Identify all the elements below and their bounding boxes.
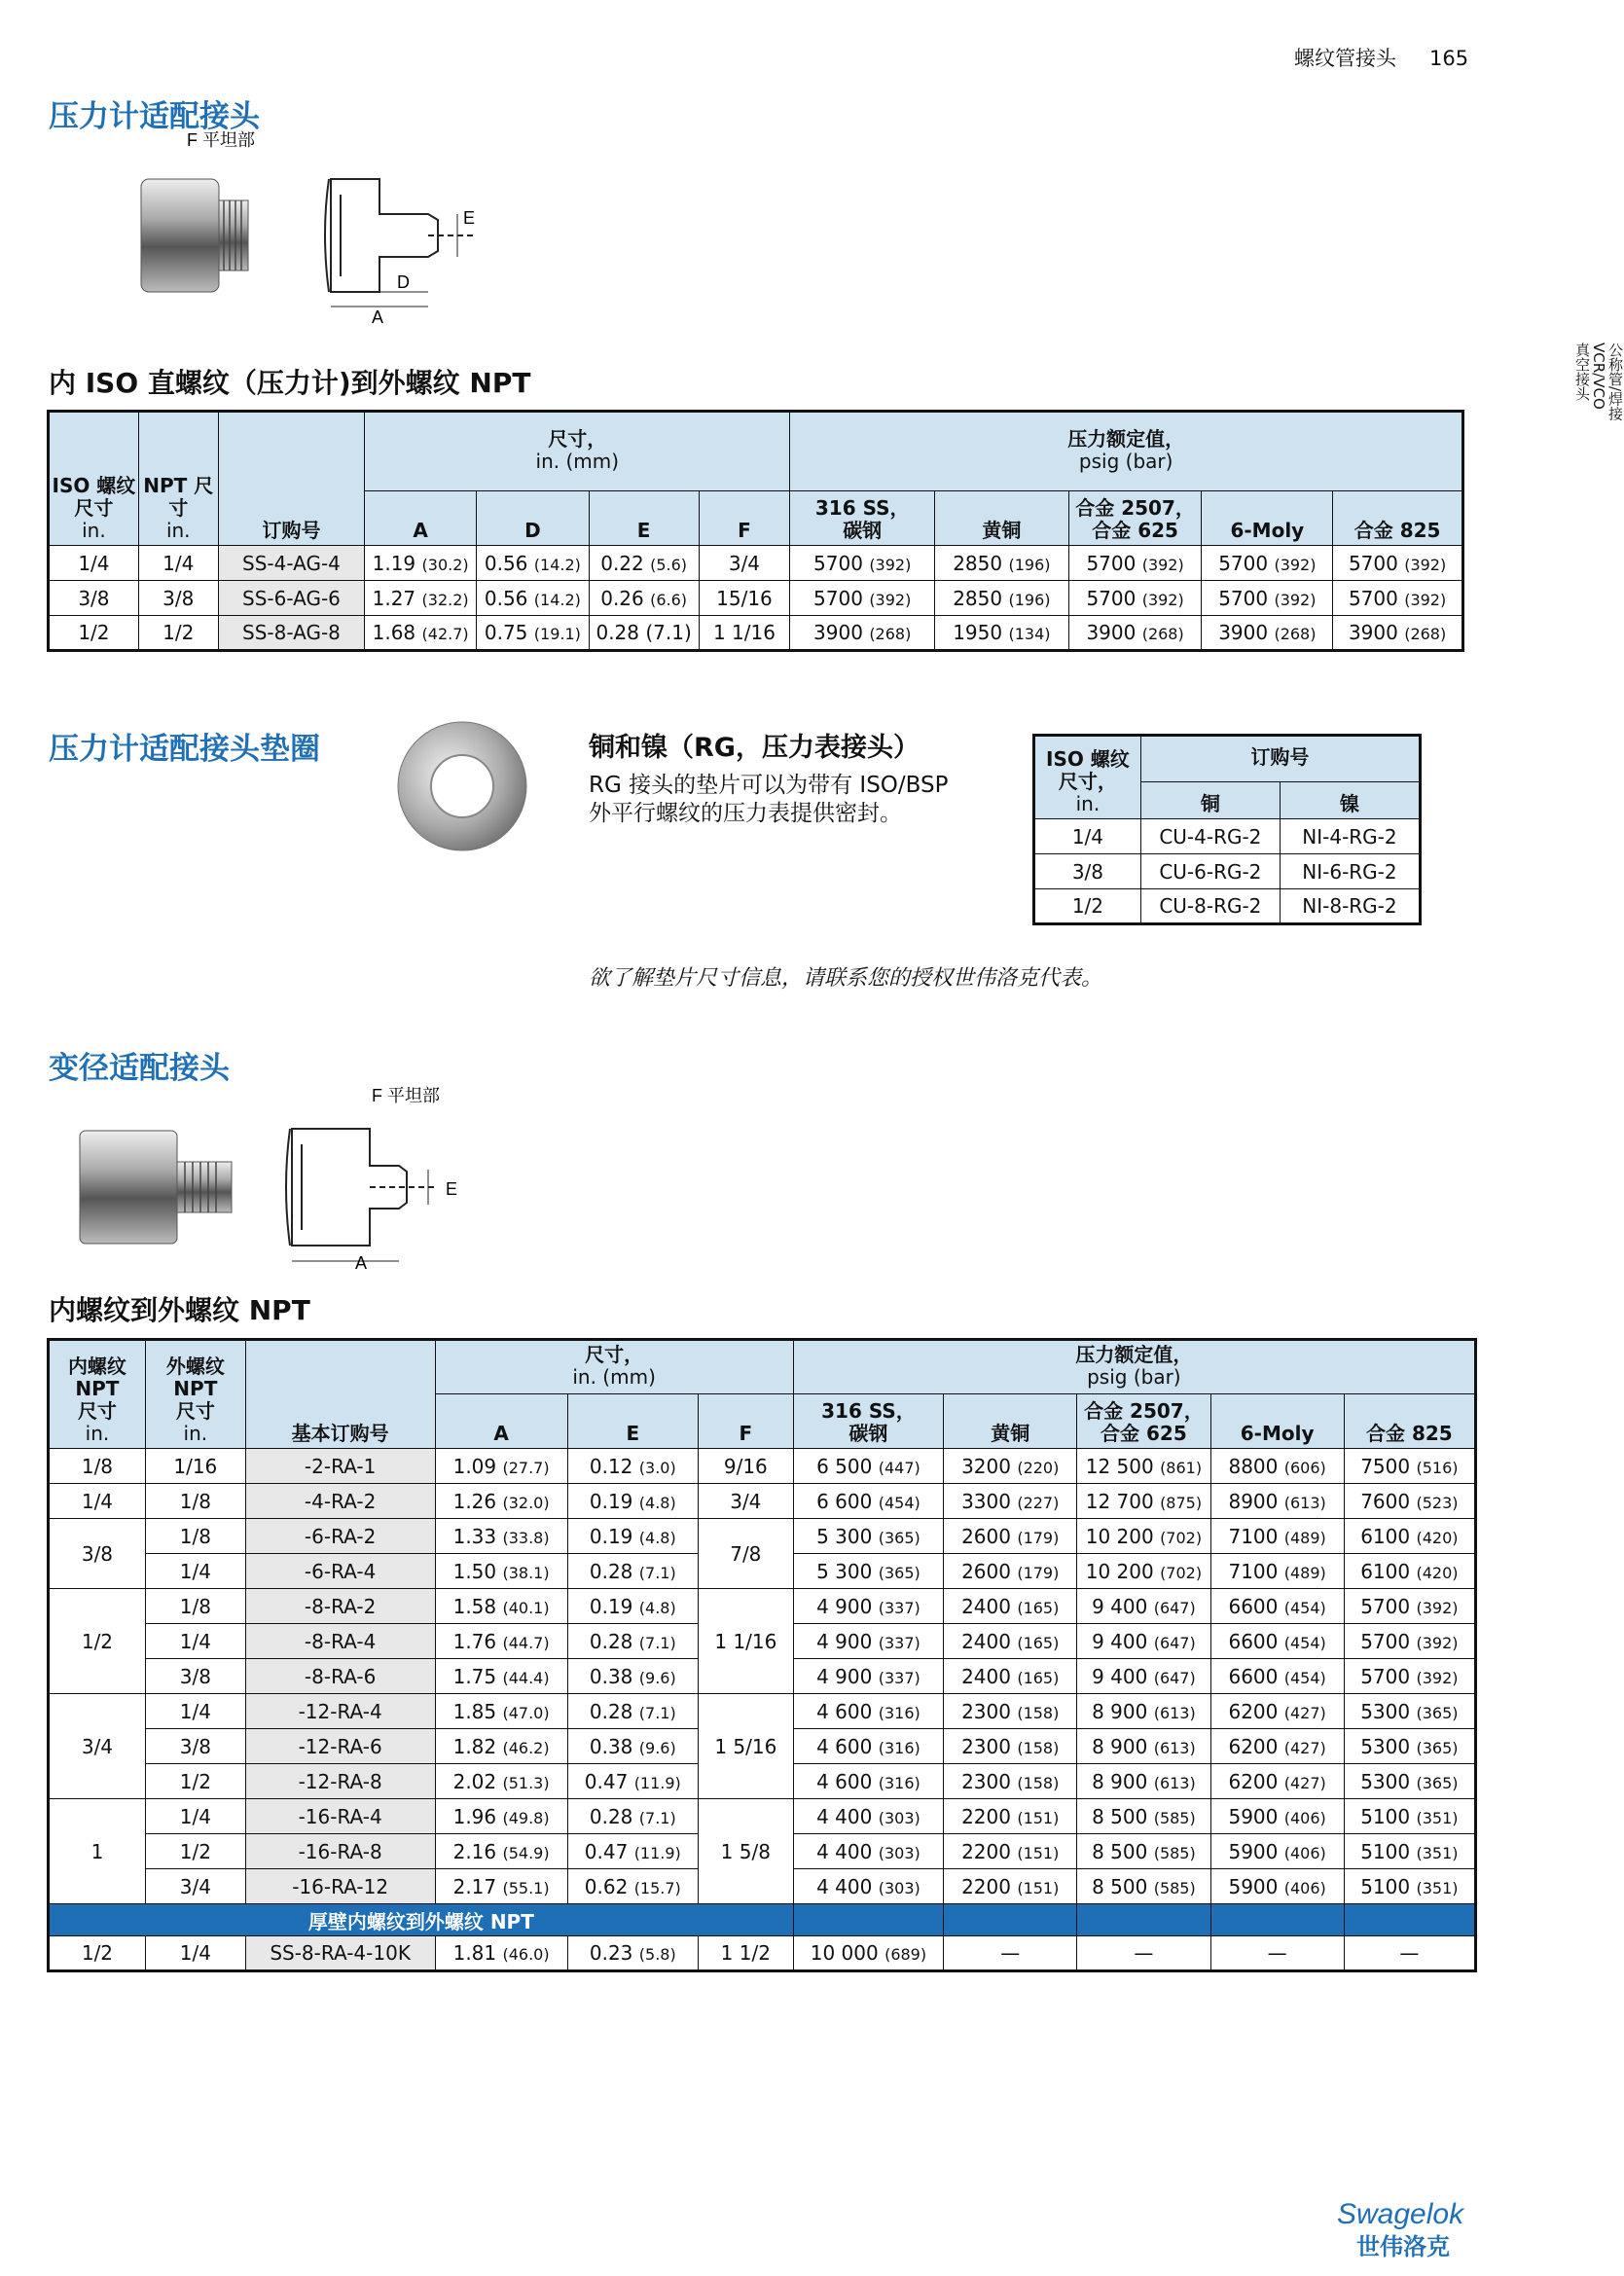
band-label: 厚壁内螺纹到外螺纹 NPT xyxy=(49,1904,794,1936)
section-title-reducing-adapter: 变径适配接头 xyxy=(49,1051,230,1086)
cell: 1/4 xyxy=(145,1624,245,1659)
cell: 3/8 xyxy=(1034,854,1141,889)
cell: 3900 (268) xyxy=(1202,616,1333,651)
gasket-table xyxy=(1032,734,1422,925)
header-col-e: E xyxy=(589,491,699,546)
cell: 3200 (220) xyxy=(944,1449,1077,1484)
cell: 4 900 (337) xyxy=(793,1624,943,1659)
table3-title: 内螺纹到外螺纹 NPT xyxy=(49,1294,310,1326)
header-copper: 铜 xyxy=(1140,782,1280,819)
header-316ss: 316 SS， 碳钢 xyxy=(790,491,935,546)
cell: 2400 (165) xyxy=(944,1624,1077,1659)
cell: 1/4 xyxy=(145,1554,245,1589)
cell: 3/4 xyxy=(145,1869,245,1904)
cell: SS-6-AG-6 xyxy=(218,581,365,616)
header-order-number: 订购号 xyxy=(218,412,365,546)
cell: 1.96 (49.8) xyxy=(435,1799,567,1834)
label-e: E xyxy=(446,1179,458,1199)
cell: 5300 (365) xyxy=(1344,1764,1475,1799)
header-6moly: 6-Moly xyxy=(1210,1394,1344,1449)
cell: 4 900 (337) xyxy=(793,1589,943,1624)
cell: 1/4 xyxy=(145,1936,245,1971)
gasket-illustration xyxy=(394,718,530,854)
reducing-adapter-illustration xyxy=(78,1088,487,1273)
cell: 12 500 (861) xyxy=(1077,1449,1210,1484)
cell: 6600 (454) xyxy=(1210,1624,1344,1659)
cell: 8800 (606) xyxy=(1210,1449,1344,1484)
header-male-npt: 外螺纹 NPT 尺寸 in. xyxy=(145,1340,245,1449)
cell: SS-8-AG-8 xyxy=(218,616,365,651)
header-title: 螺纹管接头 xyxy=(1294,47,1396,70)
cell: 1.85 (47.0) xyxy=(435,1694,567,1729)
fitting-photo xyxy=(141,179,248,292)
label-e: E xyxy=(463,208,476,228)
cell: — xyxy=(944,1936,1077,1971)
cell: 5100 (351) xyxy=(1344,1834,1475,1869)
cell: 3/4 xyxy=(698,1484,793,1519)
cell: 2600 (179) xyxy=(944,1519,1077,1554)
header-alloy-825: 合金 825 xyxy=(1344,1394,1475,1449)
table-row xyxy=(49,581,1463,616)
cell: 9 400 (647) xyxy=(1077,1624,1210,1659)
cell: 5700 (392) xyxy=(790,546,935,581)
cell: 1/4 xyxy=(49,1484,146,1519)
cell: 6 500 (447) xyxy=(793,1449,943,1484)
cell: 7100 (489) xyxy=(1210,1554,1344,1589)
cell: 1/2 xyxy=(49,616,139,651)
cell: -12-RA-6 xyxy=(245,1729,435,1764)
cell: 5700 (392) xyxy=(790,581,935,616)
cell: 5300 (365) xyxy=(1344,1694,1475,1729)
cell: 4 400 (303) xyxy=(793,1834,943,1869)
header-brass: 黄铜 xyxy=(935,491,1069,546)
cell: NI-8-RG-2 xyxy=(1280,889,1420,924)
cell: 1.58 (40.1) xyxy=(435,1589,567,1624)
cell: 3/8 xyxy=(138,581,218,616)
cell: 1.27 (32.2) xyxy=(365,581,477,616)
fitting-photo xyxy=(80,1131,232,1244)
cell: 1/2 xyxy=(145,1834,245,1869)
cell: 0.38 (9.6) xyxy=(567,1659,698,1694)
cell: 6200 (427) xyxy=(1210,1729,1344,1764)
cell: 0.28 (7.1) xyxy=(567,1799,698,1834)
cell: 3/8 xyxy=(49,1519,146,1589)
cell: 4 400 (303) xyxy=(793,1799,943,1834)
label-a: A xyxy=(372,307,384,327)
cell: -16-RA-12 xyxy=(245,1869,435,1904)
cell: 6600 (454) xyxy=(1210,1589,1344,1624)
cell: 2300 (158) xyxy=(944,1694,1077,1729)
cell: 10 200 (702) xyxy=(1077,1554,1210,1589)
cell: 3/8 xyxy=(145,1659,245,1694)
header-brass: 黄铜 xyxy=(944,1394,1077,1449)
header-dimensions: 尺寸， in. (mm) xyxy=(365,412,790,491)
section-drawing xyxy=(286,1129,438,1261)
cell: 5700 (392) xyxy=(1202,546,1333,581)
cell: 0.26 (6.6) xyxy=(589,581,699,616)
cell: -12-RA-8 xyxy=(245,1764,435,1799)
header-alloy-825: 合金 825 xyxy=(1333,491,1463,546)
cell: CU-6-RG-2 xyxy=(1140,854,1280,889)
cell: 3900 (268) xyxy=(790,616,935,651)
cell: 6 600 (454) xyxy=(793,1484,943,1519)
cell: 2200 (151) xyxy=(944,1869,1077,1904)
page-header xyxy=(1294,43,1468,72)
header-col-e: E xyxy=(567,1394,698,1449)
cell: 4 900 (337) xyxy=(793,1659,943,1694)
cell: -16-RA-8 xyxy=(245,1834,435,1869)
cell: 5100 (351) xyxy=(1344,1869,1475,1904)
cell: 0.28 (7.1) xyxy=(567,1624,698,1659)
cell: 0.28 (7.1) xyxy=(567,1554,698,1589)
cell: 7100 (489) xyxy=(1210,1519,1344,1554)
cell: 6200 (427) xyxy=(1210,1694,1344,1729)
cell: 8 900 (613) xyxy=(1077,1694,1210,1729)
cell: 1/4 xyxy=(1034,819,1141,854)
swagelok-logo xyxy=(1335,2194,1481,2262)
cell: 2.16 (54.9) xyxy=(435,1834,567,1869)
table-row xyxy=(1034,889,1421,924)
cell: 7600 (523) xyxy=(1344,1484,1475,1519)
cell: 0.56 (14.2) xyxy=(477,546,590,581)
cell: -2-RA-1 xyxy=(245,1449,435,1484)
cell: 5700 (392) xyxy=(1333,581,1463,616)
cell: 8 900 (613) xyxy=(1077,1764,1210,1799)
cell: 1.75 (44.4) xyxy=(435,1659,567,1694)
cell: 4 400 (303) xyxy=(793,1869,943,1904)
gasket-description: RG 接头的垫片可以为带有 ISO/BSP 外平行螺纹的压力表提供密封。 xyxy=(589,773,949,826)
cell: 3900 (268) xyxy=(1333,616,1463,651)
header-316ss: 316 SS， 碳钢 xyxy=(793,1394,943,1449)
cell: 8900 (613) xyxy=(1210,1484,1344,1519)
cell: 0.62 (15.7) xyxy=(567,1869,698,1904)
cell: 1/2 xyxy=(145,1764,245,1799)
svg-text:世伟洛克: 世伟洛克 xyxy=(1356,2234,1450,2260)
header-col-f: F xyxy=(699,491,790,546)
cell: 9 400 (647) xyxy=(1077,1589,1210,1624)
cell: 0.47 (11.9) xyxy=(567,1834,698,1869)
header-6moly: 6-Moly xyxy=(1202,491,1333,546)
label-a: A xyxy=(355,1253,368,1273)
cell: 5 300 (365) xyxy=(793,1519,943,1554)
cell: 1 5/8 xyxy=(698,1799,793,1904)
header-dimensions: 尺寸， in. (mm) xyxy=(435,1340,793,1394)
cell: 6100 (420) xyxy=(1344,1554,1475,1589)
cell: -8-RA-2 xyxy=(245,1589,435,1624)
cell: 0.28 (7.1) xyxy=(567,1694,698,1729)
cell: 5700 (392) xyxy=(1202,581,1333,616)
section-title-gasket: 压力计适配接头垫圈 xyxy=(49,732,320,767)
svg-text:Swagelok: Swagelok xyxy=(1337,2198,1464,2230)
cell: 1/2 xyxy=(138,616,218,651)
header-nickel: 镍 xyxy=(1280,782,1420,819)
cell: 0.28 (7.1) xyxy=(589,616,699,651)
header-order-number: 订购号 xyxy=(1140,736,1420,782)
cell: 5900 (406) xyxy=(1210,1869,1344,1904)
cell: 1/8 xyxy=(145,1589,245,1624)
header-iso-thread-size: ISO 螺纹 尺寸， in. xyxy=(1034,736,1141,819)
cell: 15/16 xyxy=(699,581,790,616)
cell: 2850 (196) xyxy=(935,581,1069,616)
cell: 1/4 xyxy=(49,546,139,581)
label-d: D xyxy=(397,272,410,292)
cell: 2400 (165) xyxy=(944,1589,1077,1624)
cell: 7500 (516) xyxy=(1344,1449,1475,1484)
cell: CU-4-RG-2 xyxy=(1140,819,1280,854)
cell: 2850 (196) xyxy=(935,546,1069,581)
cell: 1/4 xyxy=(145,1799,245,1834)
cell: 5700 (392) xyxy=(1068,546,1202,581)
table-row xyxy=(1034,854,1421,889)
cell: 2600 (179) xyxy=(944,1554,1077,1589)
cell: 1.82 (46.2) xyxy=(435,1729,567,1764)
table-row xyxy=(49,546,1463,581)
header-pressure-rating: 压力额定值， psig (bar) xyxy=(793,1340,1475,1394)
side-tab-line: VCR/VCO xyxy=(1590,343,1607,410)
cell: 6100 (420) xyxy=(1344,1519,1475,1554)
cell: 1 1/16 xyxy=(699,616,790,651)
cell: 0.75 (19.1) xyxy=(477,616,590,651)
cell: 0.19 (4.8) xyxy=(567,1589,698,1624)
heavy-wall-band xyxy=(49,1904,1476,1936)
cell: 0.22 (5.6) xyxy=(589,546,699,581)
cell: -6-RA-2 xyxy=(245,1519,435,1554)
cell: 1/2 xyxy=(49,1936,146,1971)
cell: 0.19 (4.8) xyxy=(567,1484,698,1519)
reducing-adapter-table xyxy=(47,1338,1477,1972)
cell: 4 600 (316) xyxy=(793,1764,943,1799)
table1-title: 内 ISO 直螺纹（压力计)到外螺纹 NPT xyxy=(49,367,531,399)
cell: 1.09 (27.7) xyxy=(435,1449,567,1484)
cell: 1.81 (46.0) xyxy=(435,1936,567,1971)
page-number: 165 xyxy=(1429,47,1469,70)
cell: 9/16 xyxy=(698,1449,793,1484)
table-row xyxy=(1034,819,1421,854)
cell: 3/8 xyxy=(49,581,139,616)
cell: 2.17 (55.1) xyxy=(435,1869,567,1904)
cell: 0.19 (4.8) xyxy=(567,1519,698,1554)
header-alloy-2507: 合金 2507， 合金 625 xyxy=(1077,1394,1210,1449)
cell: 1/8 xyxy=(145,1519,245,1554)
table-row xyxy=(49,616,1463,651)
cell: 7/8 xyxy=(698,1519,793,1589)
header-iso-size: ISO 螺纹尺寸 in. xyxy=(49,412,139,546)
cell: 1.19 (30.2) xyxy=(365,546,477,581)
header-col-a: A xyxy=(365,491,477,546)
cell: -8-RA-6 xyxy=(245,1659,435,1694)
cell: -8-RA-4 xyxy=(245,1624,435,1659)
cell: 1 1/2 xyxy=(698,1936,793,1971)
cell: 5100 (351) xyxy=(1344,1799,1475,1834)
cell: 1 xyxy=(49,1799,146,1904)
cell: 8 500 (585) xyxy=(1077,1834,1210,1869)
cell: 1.76 (44.7) xyxy=(435,1624,567,1659)
cell: 1.68 (42.7) xyxy=(365,616,477,651)
cell: -16-RA-4 xyxy=(245,1799,435,1834)
cell: 10 200 (702) xyxy=(1077,1519,1210,1554)
cell: 8 500 (585) xyxy=(1077,1869,1210,1904)
gasket-note: 欲了解垫片尺寸信息，请联系您的授权世伟洛克代表。 xyxy=(589,966,1103,991)
label-f-flat: F 平坦部 xyxy=(187,130,255,150)
cell: SS-8-RA-4-10K xyxy=(245,1936,435,1971)
cell: NI-6-RG-2 xyxy=(1280,854,1420,889)
cell: 0.12 (3.0) xyxy=(567,1449,698,1484)
cell: 5900 (406) xyxy=(1210,1834,1344,1869)
cell: 4 600 (316) xyxy=(793,1694,943,1729)
cell: 3900 (268) xyxy=(1068,616,1202,651)
cell: 0.38 (9.6) xyxy=(567,1729,698,1764)
gauge-adapter-illustration xyxy=(136,130,525,331)
side-tab-line: 公称管/焊接 xyxy=(1606,343,1624,421)
cell: 2300 (158) xyxy=(944,1764,1077,1799)
cell: 0.47 (11.9) xyxy=(567,1764,698,1799)
cell: 5700 (392) xyxy=(1344,1589,1475,1624)
cell: 5900 (406) xyxy=(1210,1799,1344,1834)
cell: 8 500 (585) xyxy=(1077,1799,1210,1834)
cell: 0.23 (5.8) xyxy=(567,1936,698,1971)
cell: 3/4 xyxy=(49,1694,146,1799)
cell: 1/2 xyxy=(49,1589,146,1694)
header-pressure-rating: 压力额定值， psig (bar) xyxy=(790,412,1463,491)
cell: 2200 (151) xyxy=(944,1799,1077,1834)
cell: 5 300 (365) xyxy=(793,1554,943,1589)
cell: 4 600 (316) xyxy=(793,1729,943,1764)
cell: 2400 (165) xyxy=(944,1659,1077,1694)
cell: 1 1/16 xyxy=(698,1589,793,1694)
cell: 6600 (454) xyxy=(1210,1659,1344,1694)
gauge-adapter-table xyxy=(47,410,1464,652)
section-title-gauge-adapter: 压力计适配接头 xyxy=(49,99,260,134)
cell: 1 5/16 xyxy=(698,1694,793,1799)
cell: 8 900 (613) xyxy=(1077,1729,1210,1764)
cell: 1.50 (38.1) xyxy=(435,1554,567,1589)
cell: 1.33 (33.8) xyxy=(435,1519,567,1554)
header-col-f: F xyxy=(698,1394,793,1449)
cell: 1/4 xyxy=(145,1694,245,1729)
cell: 1.26 (32.0) xyxy=(435,1484,567,1519)
cell: 3/8 xyxy=(145,1729,245,1764)
cell: SS-4-AG-4 xyxy=(218,546,365,581)
header-col-d: D xyxy=(477,491,590,546)
side-tab-line: 真空接头 xyxy=(1573,343,1591,401)
cell: 5300 (365) xyxy=(1344,1729,1475,1764)
header-basic-order-number: 基本订购号 xyxy=(245,1340,435,1449)
cell: 1/8 xyxy=(49,1449,146,1484)
cell: 3/4 xyxy=(699,546,790,581)
cell: NI-4-RG-2 xyxy=(1280,819,1420,854)
cell: 5700 (392) xyxy=(1068,581,1202,616)
header-alloy-2507: 合金 2507， 合金 625 xyxy=(1068,491,1202,546)
cell: 5700 (392) xyxy=(1344,1659,1475,1694)
side-tab xyxy=(1526,343,1623,420)
cell: -6-RA-4 xyxy=(245,1554,435,1589)
cell: — xyxy=(1077,1936,1210,1971)
cell: 1/4 xyxy=(138,546,218,581)
cell: 10 000 (689) xyxy=(793,1936,943,1971)
cell: -4-RA-2 xyxy=(245,1484,435,1519)
label-f-flat: F 平坦部 xyxy=(372,1086,440,1105)
cell: 2200 (151) xyxy=(944,1834,1077,1869)
cell: 12 700 (875) xyxy=(1077,1484,1210,1519)
cell: — xyxy=(1210,1936,1344,1971)
cell: 5700 (392) xyxy=(1344,1624,1475,1659)
cell: 1950 (134) xyxy=(935,616,1069,651)
cell: 1/2 xyxy=(1034,889,1141,924)
cell: 2.02 (51.3) xyxy=(435,1764,567,1799)
cell: 1/16 xyxy=(145,1449,245,1484)
header-col-a: A xyxy=(435,1394,567,1449)
cell: 2300 (158) xyxy=(944,1729,1077,1764)
cell: 6200 (427) xyxy=(1210,1764,1344,1799)
cell: — xyxy=(1344,1936,1475,1971)
cell: 5700 (392) xyxy=(1333,546,1463,581)
cell: 3300 (227) xyxy=(944,1484,1077,1519)
cell: CU-8-RG-2 xyxy=(1140,889,1280,924)
header-npt-size: NPT 尺寸 in. xyxy=(138,412,218,546)
cell: 0.56 (14.2) xyxy=(477,581,590,616)
gasket-subtitle: 铜和镍（RG，压力表接头） xyxy=(589,733,920,763)
cell: 9 400 (647) xyxy=(1077,1659,1210,1694)
cell: -12-RA-4 xyxy=(245,1694,435,1729)
header-female-npt: 内螺纹 NPT 尺寸 in. xyxy=(49,1340,146,1449)
cell: 1/8 xyxy=(145,1484,245,1519)
